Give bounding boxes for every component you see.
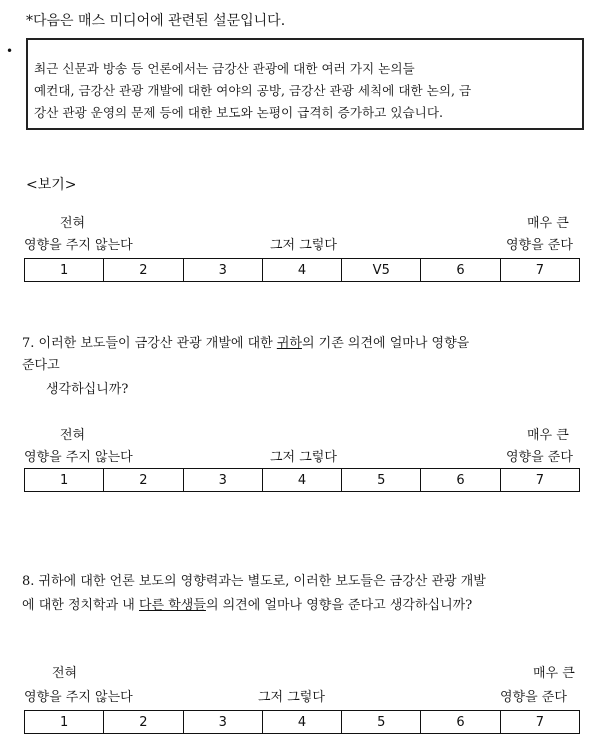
example-left-top-label: 전혀 (60, 216, 86, 231)
example-label: <보기> (26, 177, 77, 193)
bullet-mark: • (6, 44, 14, 58)
example-option-6: 6 (421, 259, 500, 281)
q8-text-after: 의 의견에 얼마나 영향을 준다고 생각하십니까? (205, 598, 473, 613)
example-middle-label: 그저 그렇다 (270, 238, 337, 253)
q8-line-2 (22, 594, 472, 618)
q7-underlined-word: 귀하 (276, 336, 302, 351)
intro-line-3: 강산 관광 운영의 문제 등에 대한 보도와 논평이 급격히 증가하고 있습니다. (34, 105, 444, 120)
intro-box (26, 38, 584, 130)
q7-option-2[interactable]: 2 (104, 469, 183, 491)
q8-right-bottom-label: 영향을 준다 (500, 690, 567, 705)
q7-line-3: 생각하십니까? (46, 382, 129, 397)
intro-line-2: 예컨대, 금강산 관광 개발에 대한 여야의 공방, 금강산 관광 세칙에 대한 논의, 금 (34, 83, 472, 98)
example-left-bottom-label: 영향을 주지 않는다 (24, 238, 133, 253)
q8-right-top-label: 매우 큰 (533, 666, 575, 681)
q7-option-5[interactable]: 5 (342, 469, 421, 491)
q8-option-3[interactable]: 3 (184, 711, 263, 733)
example-option-2: 2 (104, 259, 183, 281)
q8-option-5[interactable]: 5 (342, 711, 421, 733)
q7-left-bottom-label: 영향을 주지 않는다 (24, 450, 133, 465)
q7-middle-label: 그저 그렇다 (270, 450, 337, 465)
q7-line-1 (22, 332, 469, 356)
example-option-5: V5 (342, 259, 421, 281)
q7-scale (24, 468, 580, 492)
q8-line-1: 8. 귀하에 대한 언론 보도의 영향력과는 별도로, 이러한 보도들은 금강산 관광 개발 (22, 574, 486, 589)
survey-title: *다음은 매스 미디어에 관련된 설문입니다. (26, 13, 286, 29)
example-option-4: 4 (263, 259, 342, 281)
q7-option-6[interactable]: 6 (421, 469, 500, 491)
example-option-3: 3 (184, 259, 263, 281)
example-right-top-label: 매우 큰 (527, 216, 569, 231)
q7-text-after: 의 기존 의견에 얼마나 영향을 (301, 336, 470, 351)
q8-underlined-phrase: 다른 학생들 (139, 598, 206, 613)
q7-option-1[interactable]: 1 (25, 469, 104, 491)
q7-right-top-label: 매우 큰 (527, 428, 569, 443)
q7-line-2: 준다고 (22, 358, 60, 373)
q7-text-before: 7. 이러한 보도들이 금강산 관광 개발에 대한 (22, 336, 277, 351)
example-scale (24, 258, 580, 282)
q7-right-bottom-label: 영향을 준다 (506, 450, 573, 465)
q7-option-3[interactable]: 3 (184, 469, 263, 491)
q8-option-7[interactable]: 7 (535, 714, 544, 730)
q8-middle-label: 그저 그렇다 (258, 690, 325, 705)
q8-option-6[interactable]: 6 (421, 711, 500, 733)
q8-text-before: 에 대한 정치학과 내 (22, 598, 139, 613)
q7-option-4[interactable]: 4 (263, 469, 342, 491)
q8-option-4[interactable]: 4 (263, 711, 342, 733)
q8-scale (24, 710, 580, 734)
q8-left-top-label: 전혀 (52, 666, 78, 681)
q7-option-7[interactable]: 7 (535, 472, 544, 488)
intro-line-1: 최근 신문과 방송 등 언론에서는 금강산 관광에 대한 여러 가지 논의들 (34, 61, 415, 76)
q8-option-2[interactable]: 2 (104, 711, 183, 733)
q8-left-bottom-label: 영향을 주지 않는다 (24, 690, 133, 705)
q7-left-top-label: 전혀 (60, 428, 86, 443)
example-option-7: 7 (535, 262, 544, 278)
q8-option-1[interactable]: 1 (25, 711, 104, 733)
example-option-1: 1 (25, 259, 104, 281)
example-right-bottom-label: 영향을 준다 (506, 238, 573, 253)
